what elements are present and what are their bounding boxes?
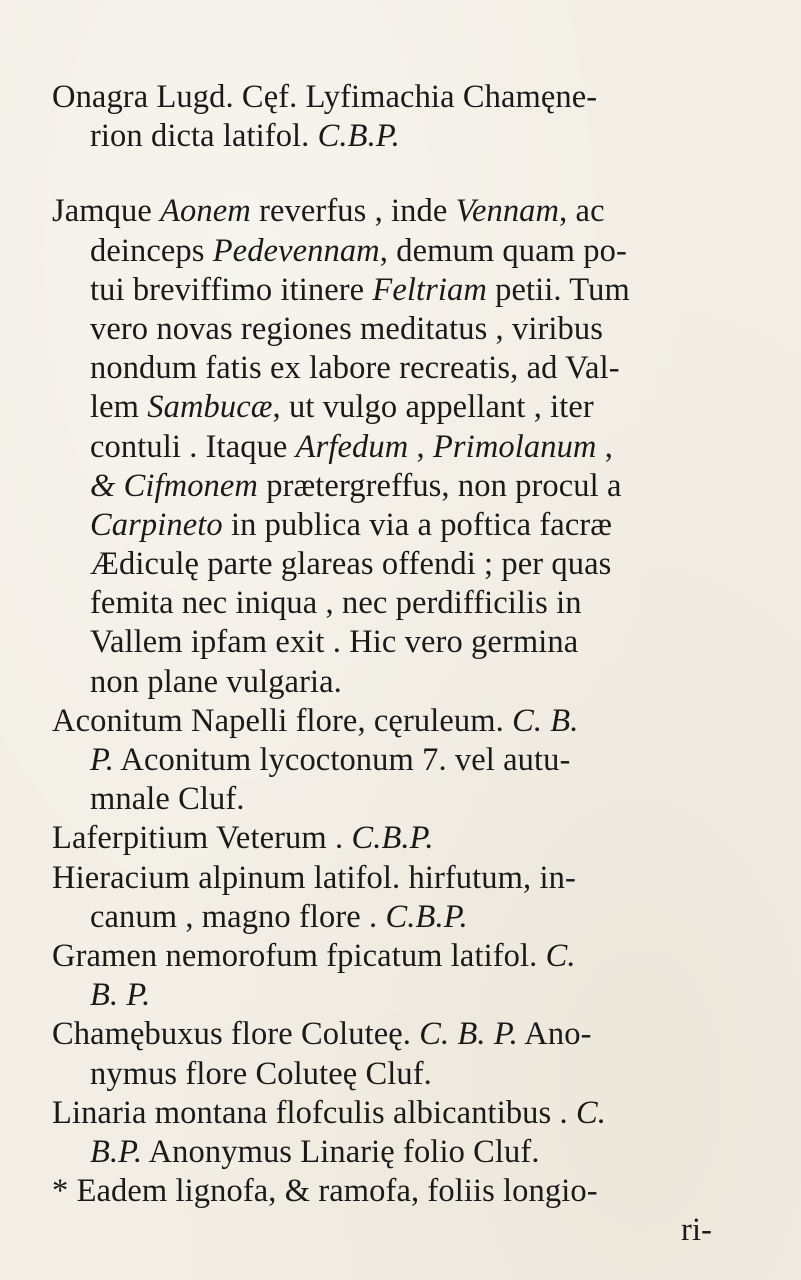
text-span: Hieracium alpinum latifol. hirfutum, in- <box>52 859 576 896</box>
text-line <box>52 1211 772 1250</box>
text-span: femita nec iniqua , nec perdifficilis in <box>90 585 582 622</box>
text-span: , ut vulgo appellant , iter <box>272 389 594 426</box>
text-line <box>52 663 772 702</box>
text-line <box>52 584 772 623</box>
italic-text: B. P. <box>90 977 151 1014</box>
text-span: Ædiculę parte glareas offendi ; per quas <box>90 546 612 583</box>
italic-text: C.B.P. <box>385 898 468 935</box>
text-span: nymus flore Coluteę Cluf. <box>90 1055 432 1092</box>
italic-text: Vennam <box>455 193 560 230</box>
italic-text: Arfedum <box>295 428 409 465</box>
text-span: Ano- <box>517 1016 592 1053</box>
text-line <box>52 1094 772 1133</box>
text-line <box>52 388 772 427</box>
text-line <box>52 1172 772 1211</box>
text-line <box>52 467 772 506</box>
text-span: Laferpitium Veterum . <box>52 820 352 857</box>
text-line <box>52 506 772 545</box>
italic-text: Sambucæ <box>147 389 273 426</box>
text-span: Linaria montana flofculis albicantibus . <box>52 1094 576 1131</box>
text-line <box>52 937 772 976</box>
text-line <box>52 898 772 937</box>
italic-text: Feltriam <box>372 271 487 308</box>
italic-text: Primolanum <box>432 428 597 465</box>
text-span: petii. Tum <box>486 271 630 308</box>
text-line <box>52 232 772 271</box>
text-span: , demum quam po- <box>379 232 627 269</box>
text-span: Anonymus Linarię folio Cluf. <box>142 1133 540 1170</box>
text-span: Vallem ipfam exit . Hic vero germina <box>90 624 579 661</box>
text-span: canum , magno flore . <box>90 898 386 935</box>
text-span: Aconitum Napelli flore, cęruleum. <box>52 702 513 739</box>
text-line <box>52 859 772 898</box>
text-line <box>52 741 772 780</box>
text-span: mnale Cluf. <box>90 781 245 818</box>
text-line <box>52 271 772 310</box>
text-span: Onagra Lugd. Cęf. Lyfimachia Chamęne- <box>52 79 598 115</box>
text-line <box>52 1133 772 1172</box>
page-text <box>52 78 772 1250</box>
text-span: rion dicta latifol. <box>90 118 318 155</box>
text-span: Jamque <box>52 193 161 230</box>
text-span: contuli . Itaque <box>90 428 296 465</box>
text-line <box>52 780 772 819</box>
text-line <box>52 1055 772 1094</box>
text-span: non plane vulgaria. <box>90 663 342 700</box>
italic-text: P. <box>90 742 114 778</box>
italic-text: & Cifmonem <box>90 467 259 504</box>
text-span: Chamębuxus flore Coluteę. <box>52 1016 420 1053</box>
italic-text: Pedevennam <box>212 232 380 269</box>
text-line <box>52 1015 772 1054</box>
italic-text: Carpineto <box>90 506 223 543</box>
text-line <box>52 117 772 156</box>
text-span: Aconitum lycoctonum 7. vel autu- <box>114 742 571 778</box>
text-span: * Eadem lignofa, & ramofa, foliis longio- <box>52 1173 598 1210</box>
text-line <box>52 545 772 584</box>
text-line <box>52 428 772 467</box>
italic-text: C.B.P. <box>317 118 400 155</box>
text-span: , ac <box>559 193 605 230</box>
text-span: vero novas regiones meditatus , viribus <box>90 310 603 347</box>
italic-text: C. B. <box>512 702 579 739</box>
text-line <box>52 192 772 231</box>
text-line <box>52 702 772 741</box>
italic-text: C. <box>575 1094 606 1131</box>
text-span: deinceps <box>90 232 213 269</box>
text-span: , <box>596 428 613 465</box>
text-span: Gramen nemorofum fpicatum latifol. <box>52 937 546 974</box>
text-span: reverfus , inde <box>250 193 456 230</box>
italic-text: C. B. P. <box>419 1016 518 1053</box>
text-span: nondum fatis ex labore recreatis, ad Val- <box>90 350 620 387</box>
text-span: tui breviffimo itinere <box>90 271 373 308</box>
text-line <box>52 976 772 1015</box>
italic-text: C. <box>545 937 576 974</box>
text-line <box>52 349 772 388</box>
text-line <box>52 78 772 117</box>
italic-text: B.P. <box>90 1133 143 1170</box>
text-span: ri- <box>681 1212 712 1249</box>
text-line <box>52 623 772 662</box>
text-line <box>52 310 772 349</box>
text-span: prætergreffus, non procul a <box>258 467 622 504</box>
text-span: lem <box>90 389 148 426</box>
italic-text: Aonem <box>160 193 251 230</box>
text-span: , <box>408 428 433 465</box>
text-line <box>52 819 772 858</box>
italic-text: C.B.P. <box>351 820 434 857</box>
text-span: in publica via a poftica facræ <box>222 506 613 543</box>
paragraph-gap <box>52 156 772 192</box>
